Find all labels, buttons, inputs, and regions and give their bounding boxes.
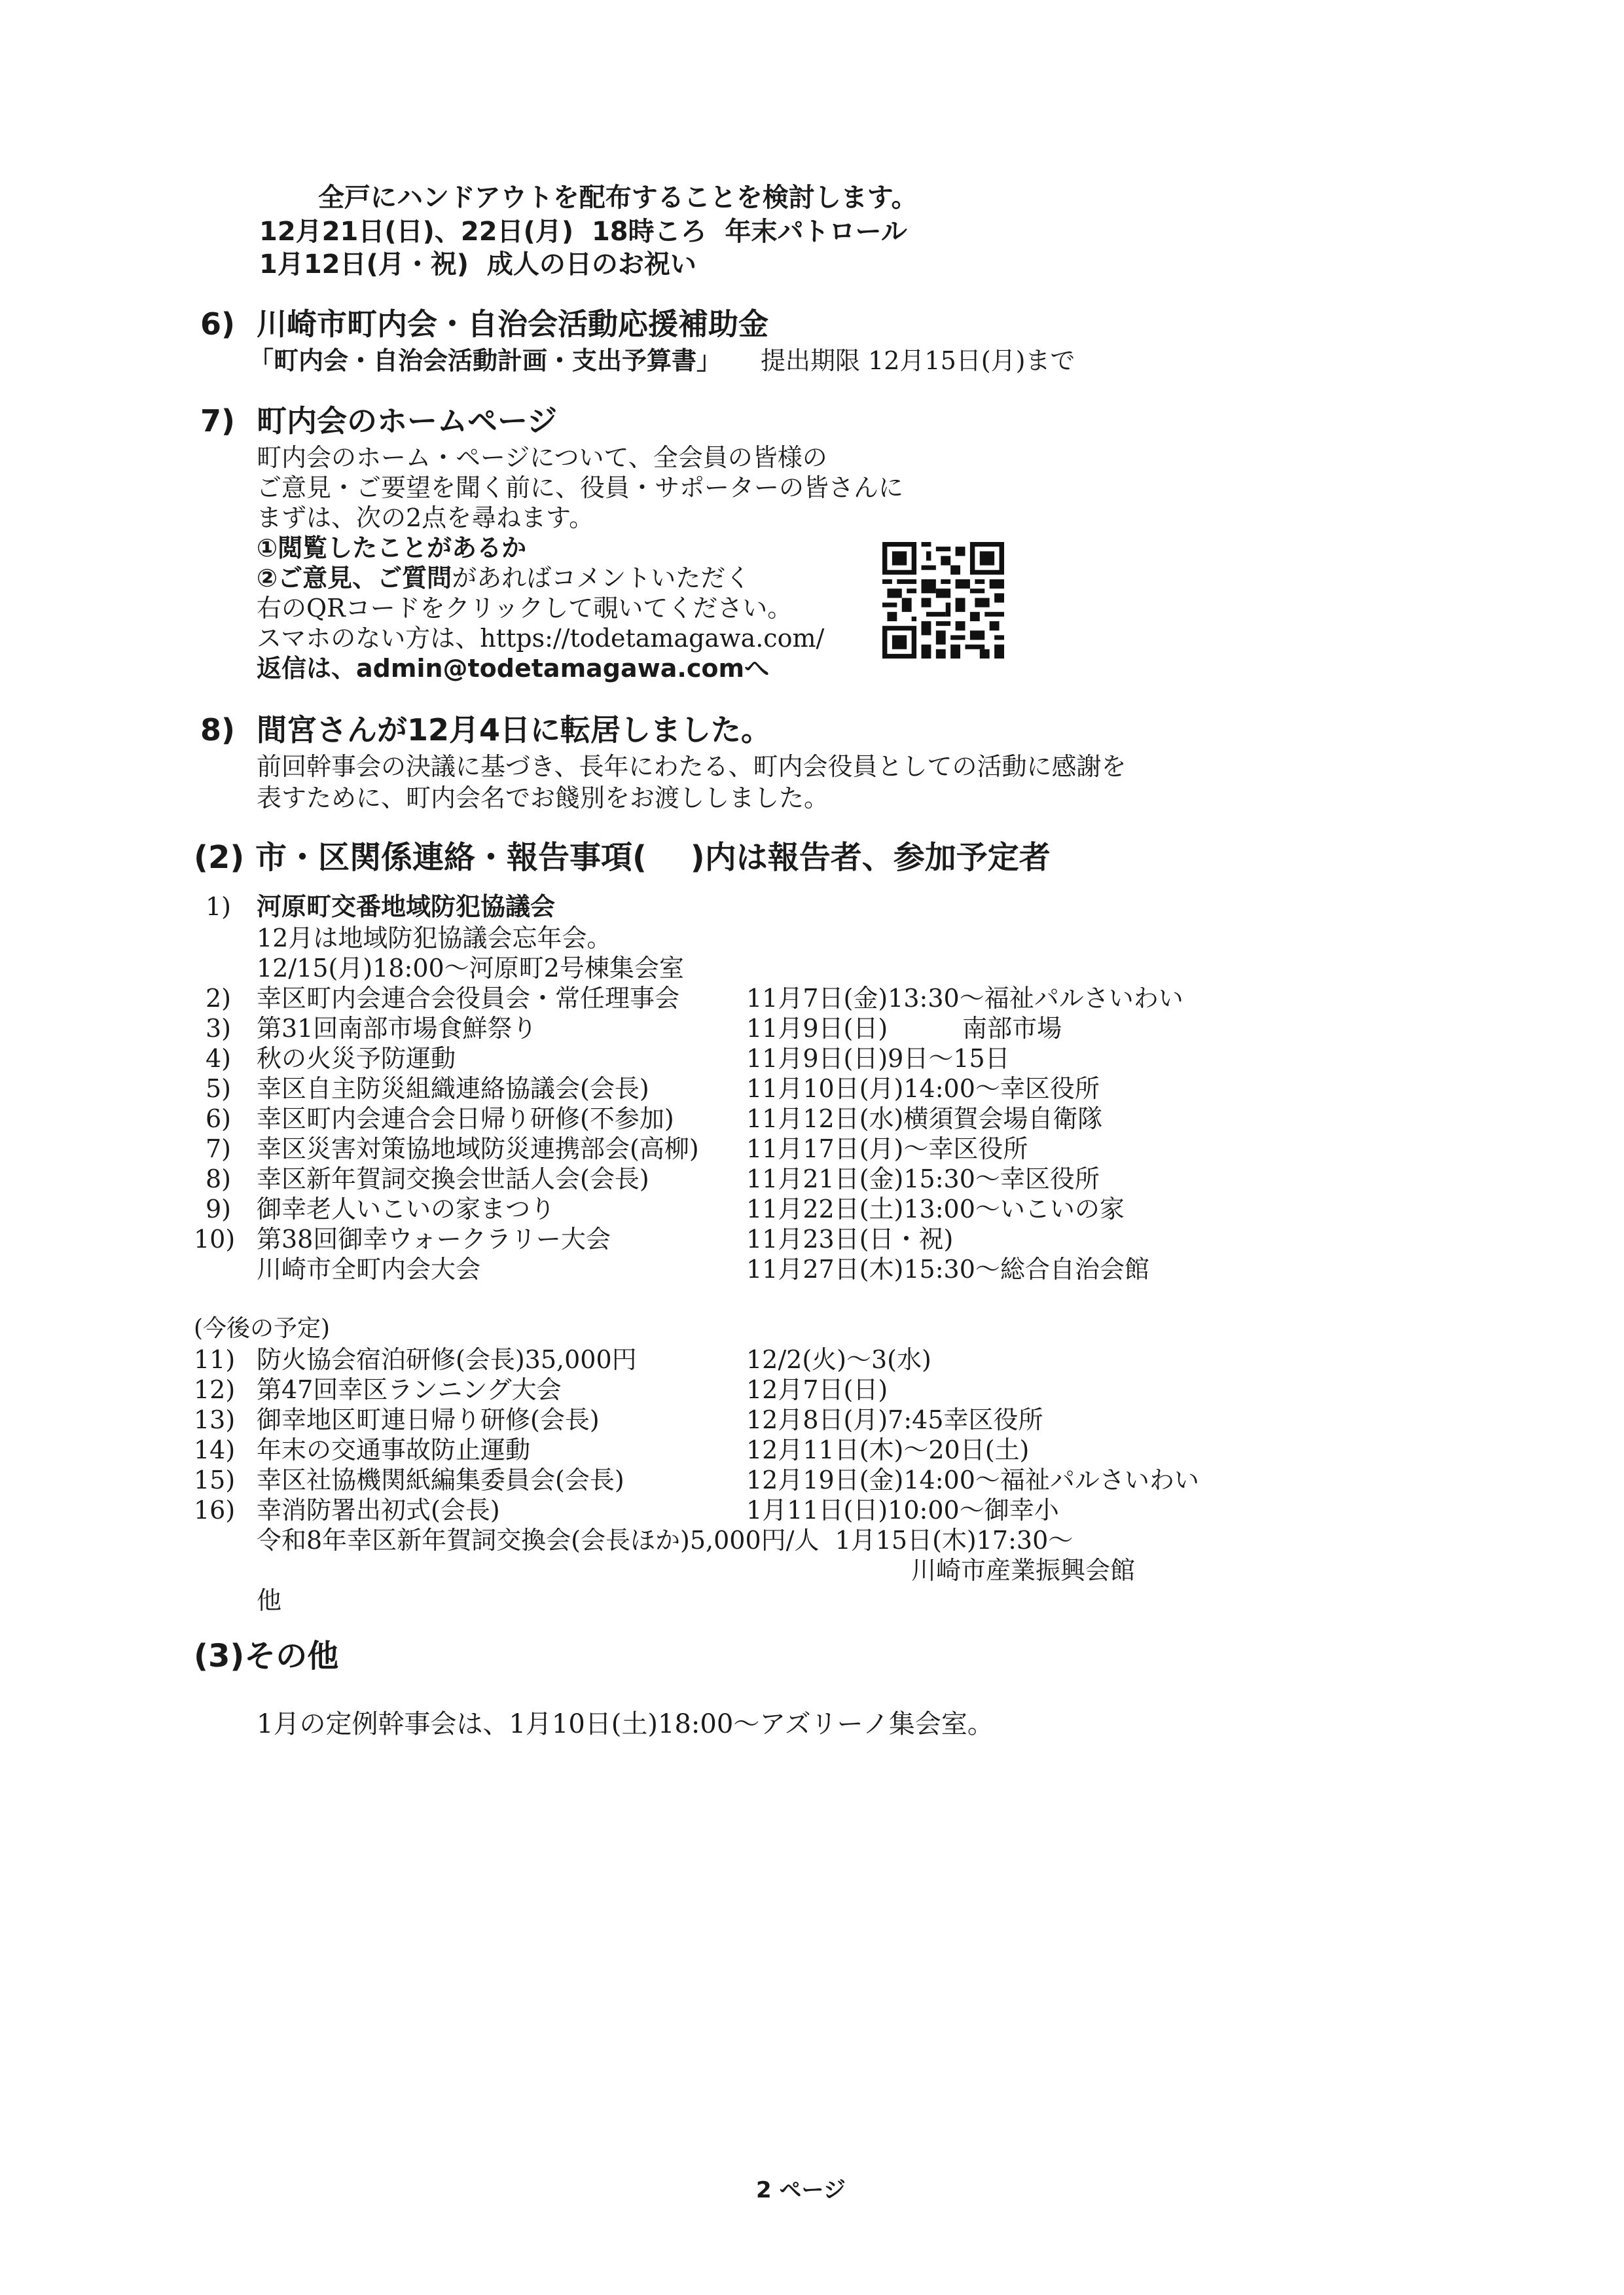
item7-text-3: まずは、次の2点を尋ねます。 [257,503,594,532]
future-label: (今後の予定) [194,1315,331,1342]
newyear-line: 令和8年幸区新年賀詞交換会(会長ほか)5,000円/人 1月15日(木)17:30～ [257,1526,1074,1555]
report-number: 7) [206,1134,232,1163]
future-name: 御幸地区町連日帰り研修(会長) [257,1405,600,1434]
report-when: 11月9日(日)9日～15日 [746,1044,1010,1073]
report-name: 御幸老人いこいの家まつり [257,1195,556,1223]
item7-url-line: スマホのない方は、https://todetamagawa.com/ [257,624,825,653]
item7-question-2 [257,566,750,590]
report-number: 5) [206,1074,232,1103]
item6-deadline: 提出期限 12月15日(月)まで [761,346,1075,375]
section3-heading: (3)その他 [194,1638,339,1674]
report-number: 9) [206,1195,232,1223]
newyear-venue: 川崎市産業振興会館 [911,1556,1136,1585]
report-when: 11月27日(木)15:30～総合自治会館 [746,1255,1149,1284]
item7-reply-line: 返信は、admin@todetamagawa.comへ [257,654,770,683]
report-1-line-2: 12月は地域防犯協議会忘年会。 [257,924,612,952]
future-number: 16) [194,1496,236,1525]
intro-line-3: 1月12日(月・祝) 成人の日のお祝い [259,249,696,280]
report-name: 幸区自主防災組織連絡協議会(会長) [257,1074,649,1103]
report-when: 11月10日(月)14:00～幸区役所 [746,1074,1100,1103]
report-1-number: 1) [206,892,232,921]
item7-title: 町内会のホームページ [257,403,558,439]
report-1-line-3: 12/15(月)18:00～河原町2号棟集会室 [257,954,684,983]
item7-question-2-rest: があればコメントいただく [452,564,751,592]
report-name: 川崎市全町内会大会 [257,1255,481,1284]
report-name: 幸区災害対策協地域防災連携部会(高柳) [257,1134,699,1163]
intro-line-2: 12月21日(日)、22日(月) 18時ころ 年末パトロール [259,217,907,247]
future-when: 12月19日(金)14:00～福祉パルさいわい [746,1466,1199,1494]
report-1-title: 河原町交番地域防犯協議会 [257,892,556,921]
item7-text-2: ご意見・ご要望を聞く前に、役員・サポーターの皆さんに [257,473,904,502]
future-number: 11) [194,1345,236,1374]
item7-question-1: ①閲覧したことがあるか [257,533,527,562]
report-number: 6) [206,1104,232,1133]
item6-title: 川崎市町内会・自治会活動応援補助金 [257,306,768,342]
item7-number: 7) [200,403,236,439]
report-when: 11月7日(金)13:30～福祉パルさいわい [746,984,1183,1013]
other-note: 他 [257,1586,282,1615]
future-number: 12) [194,1375,236,1404]
report-number: 10) [194,1225,236,1254]
item8-text-1: 前回幹事会の決議に基づき、長年にわたる、町内会役員としての活動に感謝を [257,752,1127,781]
report-name: 秋の火災予防運動 [257,1044,456,1073]
item8-number: 8) [200,712,236,748]
report-when: 11月9日(日) 南部市場 [746,1014,1062,1043]
section3-text: 1月の定例幹事会は、1月10日(土)18:00～アズリーノ集会室。 [257,1709,994,1739]
future-number: 13) [194,1405,236,1434]
item7-question-2-bold: ②ご意見、ご質問 [257,564,452,592]
item7-text-1: 町内会のホーム・ページについて、全会員の皆様の [257,443,827,472]
report-name: 第38回御幸ウォークラリー大会 [257,1225,611,1254]
report-number: 3) [206,1014,232,1043]
item6-document: 「町内会・自治会活動計画・支出予算書」 [249,346,722,375]
item8-title: 間宮さんが12月4日に転居しました。 [257,712,772,748]
report-name: 幸区町内会連合会日帰り研修(不参加) [257,1104,674,1133]
section2-heading: (2) 市・区関係連絡・報告事項( )内は報告者、参加予定者 [194,839,1051,876]
report-name: 幸区町内会連合会役員会・常任理事会 [257,984,680,1013]
report-when: 11月23日(日・祝) [746,1225,954,1254]
future-when: 12/2(火)～3(水) [746,1345,931,1374]
future-name: 年末の交通事故防止運動 [257,1436,531,1464]
future-name: 幸消防署出初式(会長) [257,1496,500,1525]
qr-code[interactable] [882,542,1004,659]
future-when: 12月11日(木)～20日(土) [746,1436,1030,1464]
report-name: 第31回南部市場食鮮祭り [257,1014,537,1043]
future-name: 第47回幸区ランニング大会 [257,1375,562,1404]
report-when: 11月17日(月)～幸区役所 [746,1134,1028,1163]
future-when: 12月8日(月)7:45幸区役所 [746,1405,1043,1434]
item8-text-2: 表すために、町内会名でお餞別をお渡ししました。 [257,784,829,812]
future-when: 1月11日(日)10:00～御幸小 [746,1496,1059,1525]
future-when: 12月7日(日) [746,1375,888,1404]
report-number: 2) [206,984,232,1013]
future-name: 幸区社協機関紙編集委員会(会長) [257,1466,624,1494]
report-when: 11月12日(水)横須賀会場自衛隊 [746,1104,1103,1133]
item6-number: 6) [200,306,236,342]
intro-line-1: 全戸にハンドアウトを配布することを検討します。 [318,183,918,213]
report-when: 11月22日(土)13:00～いこいの家 [746,1195,1125,1223]
report-number: 8) [206,1165,232,1193]
report-when: 11月21日(金)15:30～幸区役所 [746,1165,1100,1193]
future-number: 14) [194,1436,236,1464]
future-name: 防火協会宿泊研修(会長)35,000円 [257,1345,637,1374]
report-name: 幸区新年賀詞交換会世話人会(会長) [257,1165,649,1193]
report-number: 4) [206,1044,232,1073]
item7-qr-instruction: 右のQRコードをクリックして覗いてください。 [257,594,793,623]
page-number: 2 ページ [756,2177,846,2203]
future-number: 15) [194,1466,236,1494]
